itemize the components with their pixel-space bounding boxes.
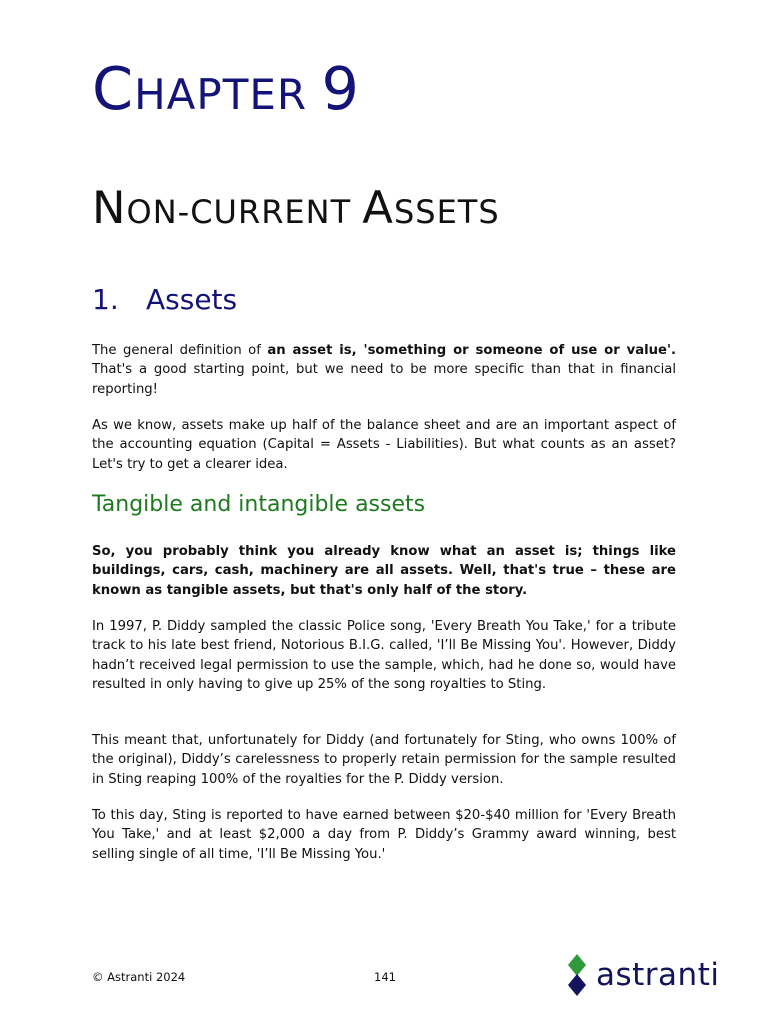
paragraph-asset-definition xyxy=(92,341,676,399)
title-word2-rest: SSETS xyxy=(393,193,500,231)
astranti-diamond-icon xyxy=(562,954,592,996)
title-word1-rest: ON-CURRENT xyxy=(126,193,352,231)
p1-text-c: That's a good starting point, but we need to be more specific than that in financial reporting! xyxy=(92,362,676,397)
footer-page-number: 141 xyxy=(374,970,396,984)
paragraph-diddy-sample: In 1997, P. Diddy sampled the classic Police song, 'Every Breath You Take,' for a tribute track to his late best friend, Notorious B.I.G. called, 'I’ll Be Missing You'. However, Diddy hadn’t received legal permission to use the sample, which, had he done so, would have resulted in only having to give up 25% of the song royalties to Sting. xyxy=(92,619,676,693)
section-heading xyxy=(92,283,238,316)
title-word2-first: A xyxy=(362,181,394,234)
chapter-heading xyxy=(92,54,360,123)
p1-text-a: The general definition of xyxy=(92,343,268,358)
chapter-first-letter: C xyxy=(92,54,135,123)
chapter-word-rest: HAPTER xyxy=(134,70,308,119)
chapter-title xyxy=(92,181,500,234)
paragraph-earnings: To this day, Sting is reported to have earned between $20-$40 million for 'Every Breath You Take,' and at least $2,000 a day from P. Diddy’s Grammy award winning, best selling single of all time, 'I’ll Be Missing You.' xyxy=(92,808,676,862)
p1-bold-definition: an asset is, 'something or someone of use or value'. xyxy=(267,343,676,358)
footer-copyright: © Astranti 2024 xyxy=(92,970,186,984)
logo-wordmark: astranti xyxy=(596,956,720,993)
section-number: 1. xyxy=(92,283,119,316)
section-title: Assets xyxy=(146,283,238,316)
chapter-number: 9 xyxy=(321,54,360,123)
subsection-heading: Tangible and intangible assets xyxy=(92,492,426,517)
paragraph-tangible-intro: So, you probably think you already know what an asset is; things like buildings, cars, cash, machinery are all assets. Well, that's true – these are known as tangible assets, but that's only half of the story. xyxy=(92,544,676,598)
paragraph-balance-sheet: As we know, assets make up half of the balance sheet and are an important aspect of the accounting equation (Capital = Assets - Liabilities). But what counts as an asset? Let's try to get a clearer idea. xyxy=(92,418,676,472)
paragraph-royalties: This meant that, unfortunately for Diddy (and fortunately for Sting, who owns 100% of the original), Diddy’s carelessness to properly retain permission for the sample resulted in Sting reaping 100% of the royalties for the P. Diddy version. xyxy=(92,733,676,787)
astranti-logo xyxy=(562,954,719,996)
title-word1-first: N xyxy=(92,181,127,234)
